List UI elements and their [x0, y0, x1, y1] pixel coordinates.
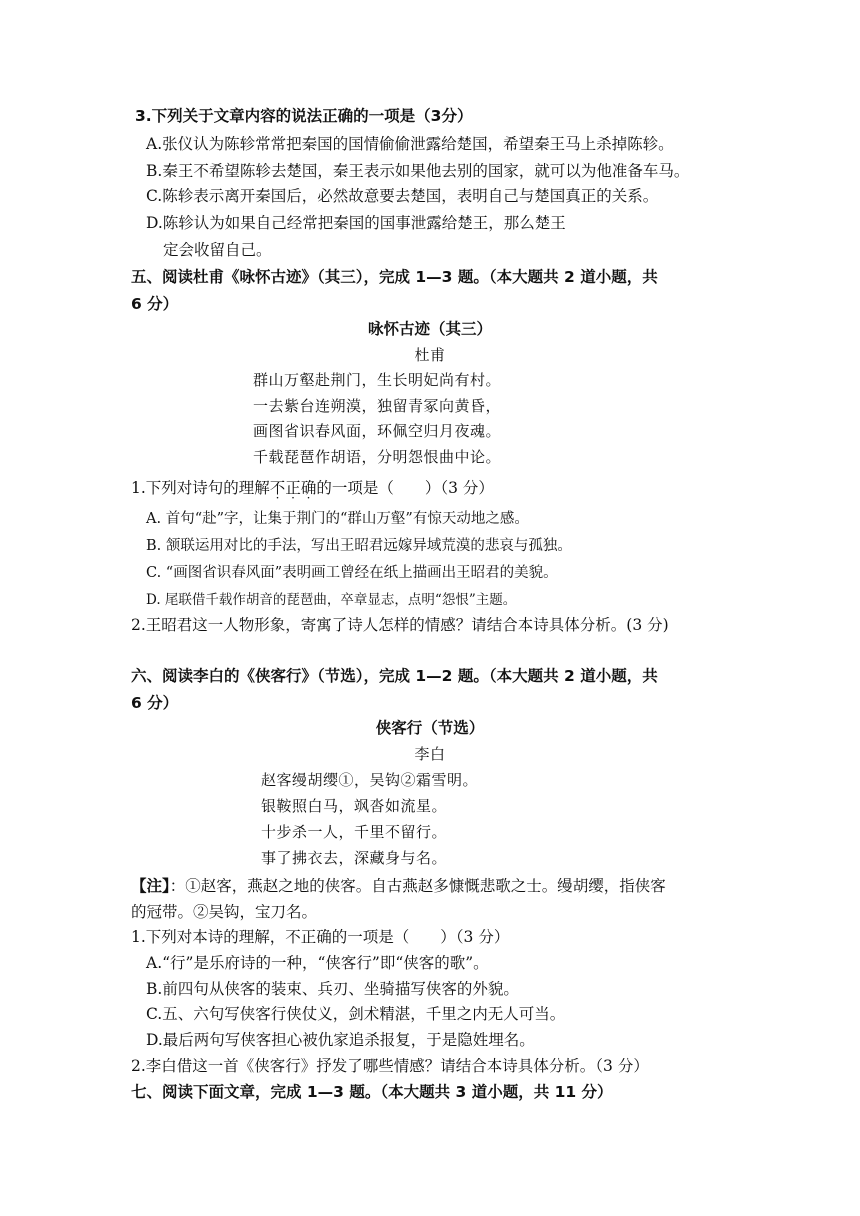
s5-q1 — [131, 477, 494, 499]
section5-heading: 五、阅读杜甫《咏怀古迹》（其三），完成 1—3 题。（本大题共 2 道小题，共 — [131, 268, 658, 286]
q3-option-d-line2: 定会收留自己。 — [163, 241, 272, 259]
poem1-author: 杜甫 — [414, 346, 446, 364]
s5-q1-option-c: C. “画图省识春风面”表明画工曾经在纸上描画出王昭君的美貌。 — [146, 565, 558, 581]
poem2-line: 十步杀一人，千里不留行。 — [261, 823, 448, 841]
q3-option-c: C.陈轸表示离开秦国后，必然故意要去楚国，表明自己与楚国真正的关系。 — [146, 187, 659, 205]
q3-option-a: A.张仪认为陈轸常常把秦国的国情偷偷泄露给楚国，希望秦王马上杀掉陈轸。 — [146, 135, 674, 153]
emphasis-mark: 正 — [285, 479, 301, 497]
section7-heading: 七、阅读下面文章，完成 1—3 题。（本大题共 3 道小题，共 11 分） — [131, 1083, 613, 1101]
s5-q1-option-b: B. 颔联运用对比的手法，写出王昭君远嫁异域荒漠的悲哀与孤独。 — [146, 538, 572, 554]
section5-heading-cont: 6 分） — [131, 295, 179, 313]
poem2-note — [131, 875, 666, 897]
poem2-author: 李白 — [414, 745, 446, 763]
poem1-line: 一去紫台连朔漠，独留青冢向黄昏， — [253, 397, 502, 415]
section6-heading-cont: 6 分） — [131, 694, 179, 712]
note-text: ：①赵客，燕赵之地的侠客。自古燕赵多慷慨悲歌之士。缦胡缨，指侠客 — [169, 877, 666, 895]
s6-q1-option-b: B.前四句从侠客的装束、兵刃、坐骑描写侠客的外貌。 — [146, 980, 519, 998]
s6-q1: 1.下列对本诗的理解，不正确的一项是（ ）（3 分） — [131, 928, 510, 946]
poem2-note-cont: 的冠带。②吴钩，宝刀名。 — [131, 903, 318, 921]
poem2-line: 银鞍照白马，飒沓如流星。 — [261, 797, 448, 815]
note-label: 【注】 — [131, 877, 170, 895]
s6-q1-option-c: C.五、六句写侠客行侠仗义，剑术精湛，千里之内无人可当。 — [146, 1005, 566, 1023]
q3-option-d-line1: D.陈轸认为如果自己经常把秦国的国事泄露给楚王，那么楚王 — [146, 214, 566, 232]
poem1-line: 画图省识春风面，环佩空归月夜魂。 — [253, 422, 502, 440]
s5-q1-post: 的一项是（ ）（3 分） — [316, 479, 494, 497]
emphasis-mark: 不 — [269, 479, 286, 497]
poem2-title: 侠客行（节选） — [375, 719, 485, 737]
s5-q2: 2.王昭君这一人物形象，寄寓了诗人怎样的情感？请结合本诗具体分析。(3 分) — [131, 616, 669, 634]
poem2-line: 事了拂衣去，深藏身与名。 — [261, 849, 448, 867]
poem1-line: 群山万壑赴荆门，生长明妃尚有村。 — [253, 371, 502, 389]
s6-q2: 2.李白借这一首《侠客行》抒发了哪些情感？请结合本诗具体分析。（3 分） — [131, 1057, 649, 1075]
emphasis-mark: 确 — [300, 479, 317, 497]
section6-heading: 六、阅读李白的《侠客行》（节选），完成 1—2 题。（本大题共 2 道小题，共 — [131, 667, 658, 685]
q3-option-b: B.秦王不希望陈轸去楚国，秦王表示如果他去别的国家，就可以为他准备车马。 — [146, 162, 690, 180]
poem2-line: 赵客缦胡缨①，吴钩②霜雪明。 — [261, 771, 479, 789]
poem1-title: 咏怀古迹（其三） — [367, 320, 492, 338]
s6-q1-option-a: A.“行”是乐府诗的一种，“侠客行”即“侠客的歌”。 — [146, 954, 489, 972]
s6-q1-option-d: D.最后两句写侠客担心被仇家追杀报复，于是隐姓埋名。 — [146, 1031, 535, 1049]
s5-q1-option-d: D. 尾联借千载作胡音的琵琶曲，卒章显志，点明“怨恨”主题。 — [146, 592, 517, 608]
poem1-line: 千载琵琶作胡语，分明怨恨曲中论。 — [253, 448, 502, 466]
s5-q1-pre: 1.下列对诗句的理解 — [131, 479, 270, 497]
q3-title: 3.下列关于文章内容的说法正确的一项是（3分） — [135, 107, 473, 125]
s5-q1-option-a: A. 首句“赴”字，让集于荆门的“群山万壑”有惊天动地之感。 — [146, 511, 529, 527]
